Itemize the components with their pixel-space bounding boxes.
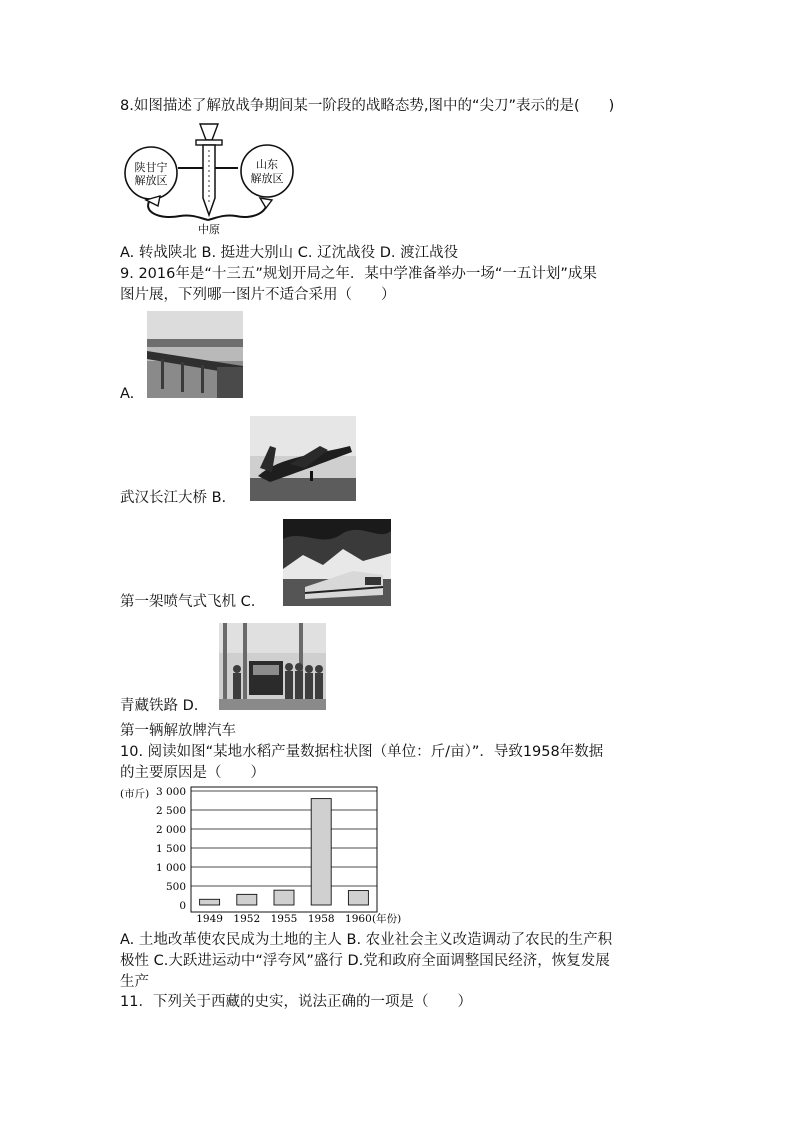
y-tick-label: 1 000 (155, 862, 186, 874)
truck-photo (219, 623, 326, 710)
q9-option-d-caption: 第一辆解放牌汽车 (120, 723, 236, 739)
q11-stem: 11．下列关于西藏的史实，说法正确的一项是（ ） (120, 994, 472, 1010)
q9-stem-line-1: 9. 2016年是“十三五”规划开局之年．某中学准备举办一场“一五计划”成果 (120, 266, 597, 282)
y-tick-label: 2 500 (155, 805, 186, 817)
right-region-circle (241, 145, 293, 197)
knife-icon (196, 124, 222, 215)
train-photo (283, 519, 391, 606)
x-tick-label: 1958 (307, 913, 335, 925)
left-region-label-2: 解放区 (134, 174, 168, 187)
q8-strategy-diagram (120, 120, 295, 238)
q10-stem-line-1: 10. 阅读如图“某地水稻产量数据柱状图（单位：斤/亩）”．导致1958年数据 (120, 744, 604, 760)
q9-stem-line-2: 图片展，下列哪一图片不适合采用（ ） (120, 287, 396, 303)
bridge-photo (147, 311, 243, 398)
q10-options-line-2: 极性 C.大跃进运动中“浮夸风”盛行 D.党和政府全面调整国民经济，恢复发展 (120, 953, 610, 969)
y-tick-label: 500 (165, 881, 186, 893)
y-axis-unit-label: (市斤) (120, 788, 150, 800)
q9-option-c-caption-d-letter: 青藏铁路 D. (120, 698, 199, 714)
y-tick-label: 2 000 (155, 824, 186, 836)
q9-option-a-letter: A. (120, 386, 135, 402)
x-tick-label: 1960 (345, 913, 372, 925)
y-tick-label: 1 500 (155, 843, 186, 855)
q10-stem-line-2: 的主要原因是（ ） (120, 765, 265, 781)
x-tick-label: 1955 (270, 913, 298, 925)
x-tick-label: 1949 (196, 913, 223, 925)
bar-1949 (200, 899, 220, 905)
right-region-label-1: 山东 (256, 158, 278, 171)
q9-option-b-caption-c-letter: 第一架喷气式飞机 C. (120, 594, 256, 610)
q8-stem: 8.如图描述了解放战争期间某一阶段的战略态势,图中的“尖刀”表示的是( ) (120, 98, 615, 114)
center-label: 中原 (198, 223, 220, 236)
jet-plane-photo (250, 416, 356, 501)
q10-options-line-1: A. 土地改革使农民成为土地的主人 B. 农业社会主义改造调动了农民的生产积 (120, 932, 613, 948)
left-region-label-1: 陕甘宁 (134, 161, 168, 174)
y-tick-label: 3 000 (155, 786, 186, 798)
right-arm-shape (208, 200, 267, 220)
y-tick-label: 0 (179, 900, 186, 912)
bar-1955 (274, 890, 294, 905)
q9-option-a-caption-b-letter: 武汉长江大桥 B. (120, 490, 227, 506)
right-region-label-2: 解放区 (250, 172, 284, 185)
bar-1958 (311, 799, 331, 905)
x-tick-label: 1952 (233, 913, 261, 925)
q10-options-line-3: 生产 (120, 974, 149, 990)
rice-yield-bar-chart (120, 783, 410, 928)
q8-options: A. 转战陕北 B. 挺进大别山 C. 辽沈战役 D. 渡江战役 (120, 245, 459, 261)
bar-1960 (348, 891, 368, 905)
x-axis-unit-label: (年份) (372, 913, 402, 925)
bar-1952 (237, 894, 257, 905)
